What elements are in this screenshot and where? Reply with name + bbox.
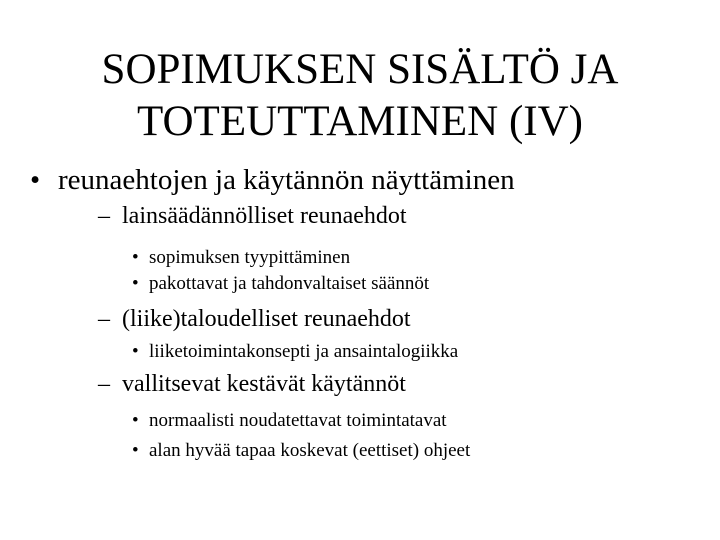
dash-marker: –: [98, 371, 110, 397]
section-heading-3-text: vallitsevat kestävät käytännöt: [122, 371, 406, 397]
title-line-1: SOPIMUKSEN SISÄLTÖ JA: [101, 46, 619, 93]
bullet-marker: •: [132, 341, 139, 362]
slide-title: [0, 44, 720, 148]
title-line-2: TOTEUTTAMINEN (IV): [137, 98, 583, 145]
section-heading-2-text: (liike)taloudelliset reunaehdot: [122, 306, 411, 332]
section-3-item-1-text: normaalisti noudatettavat toimintatavat: [149, 410, 447, 431]
section-1-item-1-text: sopimuksen tyypittäminen: [149, 247, 351, 268]
dash-marker: –: [98, 306, 110, 332]
bullet-marker: •: [132, 247, 139, 268]
section-2-item-1-text: liiketoimintakonsepti ja ansaintalogiikka: [149, 341, 459, 362]
section-3-item-2-text: alan hyvää tapaa koskevat (eettiset) ohjeet: [149, 440, 471, 461]
bullet-marker: •: [30, 164, 41, 196]
section-heading-1-text: lainsäädännölliset reunaehdot: [122, 203, 407, 229]
bullet-marker: •: [132, 410, 139, 431]
section-1-item-2-text: pakottavat ja tahdonvaltaiset säännöt: [149, 273, 430, 294]
main-bullet-text: reunaehtojen ja käytännön näyttäminen: [58, 164, 515, 196]
dash-marker: –: [98, 203, 110, 229]
bullet-marker: •: [132, 273, 139, 294]
bullet-marker: •: [132, 440, 139, 461]
